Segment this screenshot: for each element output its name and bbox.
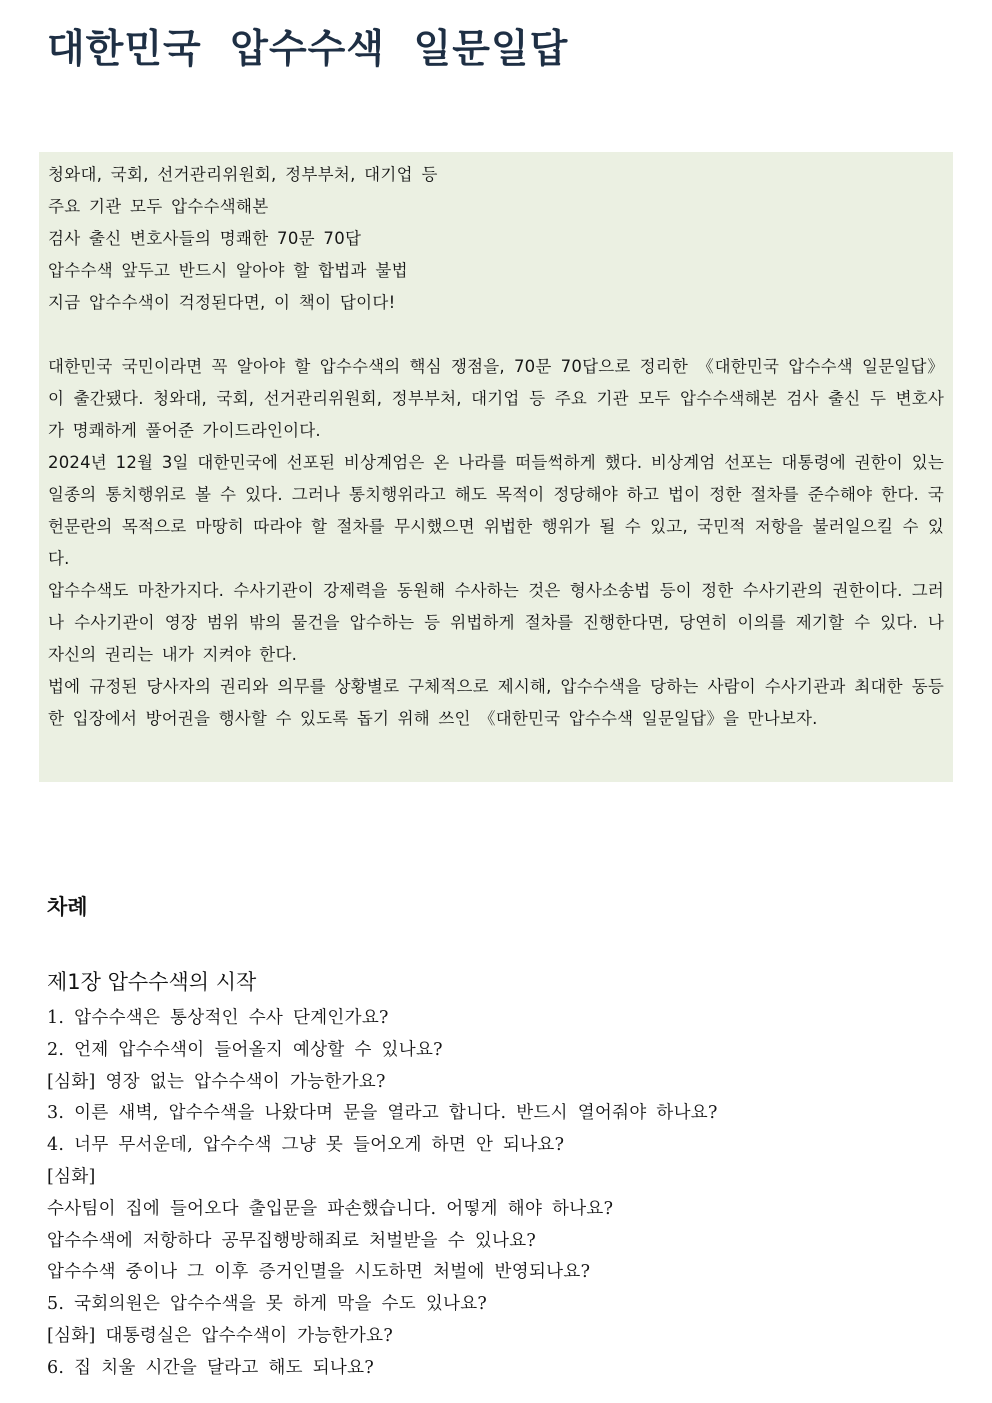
teaser-line: 청와대, 국회, 선거관리위원회, 정부부처, 대기업 등 xyxy=(48,165,438,184)
paragraph-gap xyxy=(48,319,944,351)
toc-item: 6. 집 치울 시간을 달라고 해도 되나요? xyxy=(47,1357,375,1378)
toc-item: [심화] 영장 없는 압수수색이 가능한가요? xyxy=(47,1071,386,1092)
toc-list xyxy=(47,1003,718,1385)
book-introduction xyxy=(39,152,953,782)
toc-item: 2. 언제 압수수색이 들어올지 예상할 수 있나요? xyxy=(47,1039,443,1060)
toc-item: 압수수색 중이나 그 이후 증거인멸을 시도하면 처벌에 반영되나요? xyxy=(47,1262,591,1283)
intro-paragraph: 법에 규정된 당사자의 권리와 의무를 상황별로 구체적으로 제시해, 압수수색을 당하는 사람이 수사기관과 최대한 동등한 입장에서 방어권을 행사할 수 있도록 돕기 위해 쓰인 《대한민국 압수수색 일문일답》을 만나보자. xyxy=(48,677,944,728)
toc-item: 1. 압수수색은 통상적인 수사 단계인가요? xyxy=(47,1008,389,1028)
toc-item: [심화] 대통령실은 압수수색이 가능한가요? xyxy=(47,1325,394,1346)
toc-item: 4. 너무 무서운데, 압수수색 그냥 못 들어오게 하면 안 되나요? xyxy=(47,1135,565,1156)
page-title: 대한민국 압수수색 일문일답 xyxy=(47,27,569,72)
teaser-line: 검사 출신 변호사들의 명쾌한 70문 70답 xyxy=(48,229,362,248)
intro-paragraph: 2024년 12월 3일 대한민국에 선포된 비상계엄은 온 나라를 떠들썩하게 했다. 비상계엄 선포는 대통령에 권한이 있는 일종의 통치행위로 볼 수 있다. 그러나 통치행위라고 해도 목적이 정당해야 하고 법이 정한 절차를 준수해야 한다. 국헌문란의 목적으로 마땅히 따라야 할 절차를 무시했으면 위법한 행위가 될 수 있고, 국민적 저항을 불러일으킬 수 있다. xyxy=(48,453,944,568)
intro-paragraph: 압수수색도 마찬가지다. 수사기관이 강제력을 동원해 수사하는 것은 형사소송법 등이 정한 수사기관의 권한이다. 그러나 수사기관이 영장 범위 밖의 물건을 압수하는 등 위법하게 절차를 진행한다면, 당연히 이의를 제기할 수 있다. 나 자신의 권리는 내가 지켜야 한다. xyxy=(48,581,944,664)
teaser-line: 주요 기관 모두 압수수색해본 xyxy=(48,197,269,216)
toc-heading: 차례 xyxy=(47,895,88,919)
intro-paragraph: 대한민국 국민이라면 꼭 알아야 할 압수수색의 핵심 쟁점을, 70문 70답으로 정리한 《대한민국 압수수색 일문일답》이 출간됐다. 청와대, 국회, 선거관리위원회, 정부부처, 대기업 등 주요 기관 모두 압수수색해본 검사 출신 두 변호사가 명쾌하게 풀어준 가이드라인이다. xyxy=(48,357,944,440)
toc-item: 수사팀이 집에 들어오다 출입문을 파손했습니다. 어떻게 해야 하나요? xyxy=(47,1198,614,1219)
toc-item: 5. 국회의원은 압수수색을 못 하게 막을 수도 있나요? xyxy=(47,1294,488,1315)
toc-item: [심화] xyxy=(47,1166,96,1187)
toc-item: 3. 이른 새벽, 압수수색을 나왔다며 문을 열라고 합니다. 반드시 열어줘야 하나요? xyxy=(47,1103,718,1124)
toc-item: 압수수색에 저항하다 공무집행방해죄로 처벌받을 수 있나요? xyxy=(47,1230,537,1251)
chapter-title: 제1장 압수수색의 시작 xyxy=(47,970,257,994)
teaser-line: 압수수색 앞두고 반드시 알아야 할 합법과 불법 xyxy=(48,261,408,280)
teaser-line: 지금 압수수색이 걱정된다면, 이 책이 답이다! xyxy=(48,293,396,312)
